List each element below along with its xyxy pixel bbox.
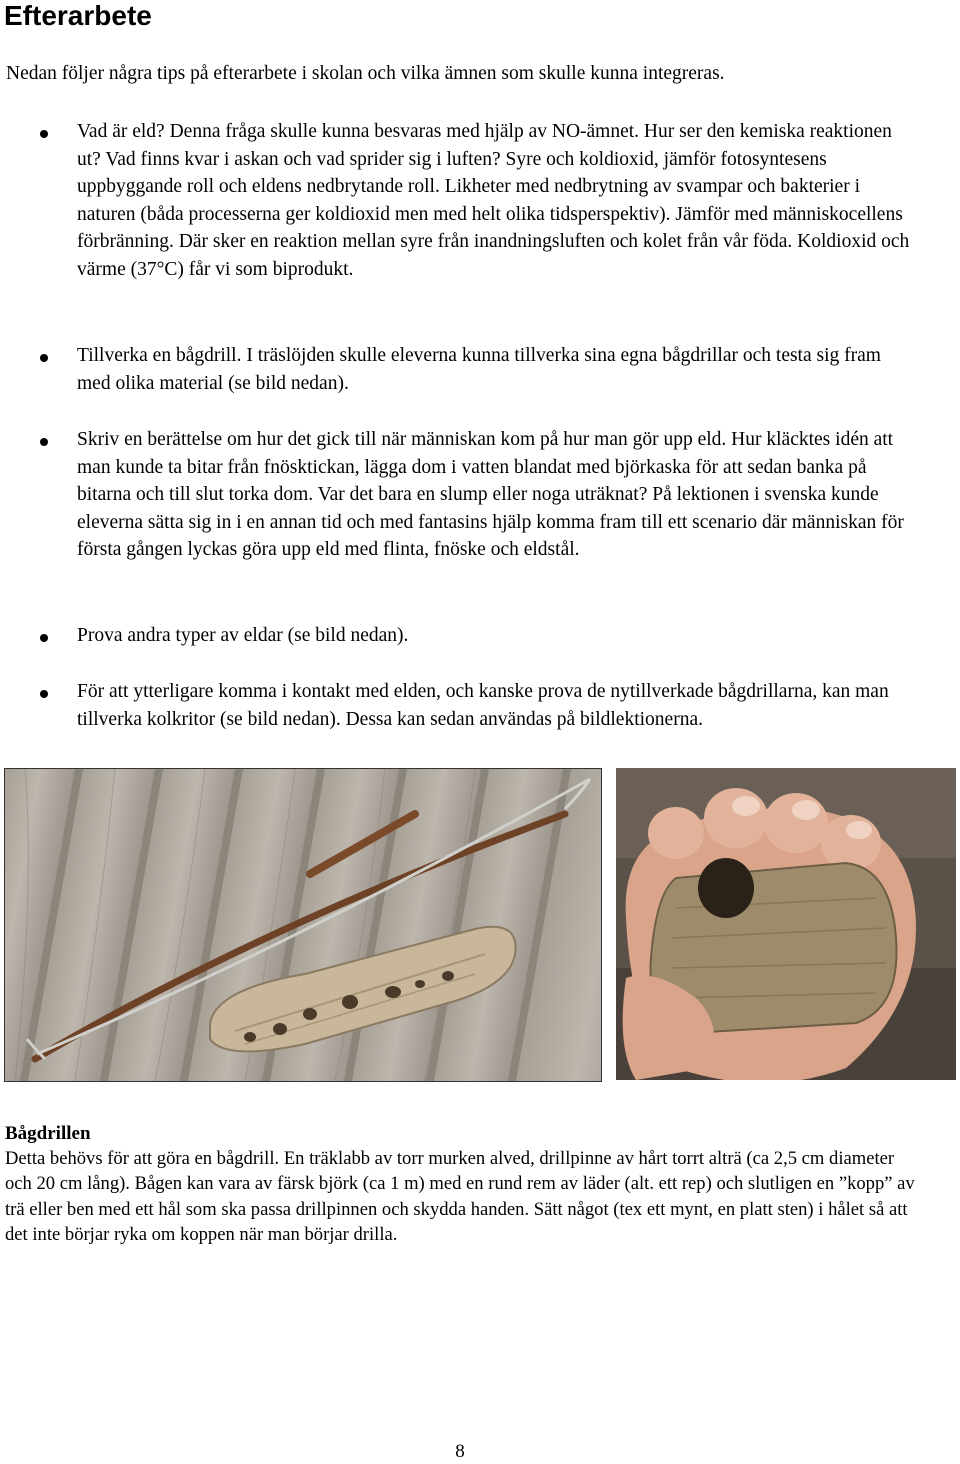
bow-drill-photo	[4, 768, 602, 1082]
list-item-text: Tillverka en bågdrill. I träslöjden skulle eleverna kunna tillverka sina egna bågdrillar och testa sig fram med olika material (se bild nedan).	[77, 345, 881, 394]
page-number: 8	[455, 1441, 465, 1462]
bullet-icon	[40, 690, 48, 698]
intro-paragraph: Nedan följer några tips på efterarbete i skolan och vilka ämnen som skulle kunna integreras.	[6, 63, 725, 84]
list-item-text: Skriv en berättelse om hur det gick till när människan kom på hur man gör upp eld. Hur kläcktes idén att man kunde ta bitar från fnösktickan, lägga dom i vatten blandat med björkaska för att sedan banka på bitarna och till slut torka dom. Var det bara en slump eller noga uträknat? På lektionen i svenska kunde eleverna sätta sig in i en annan tid och med fantasins hjälp komma fram till ett scenario där människan för första gången lyckas göra upp eld med flinta, fnöske och eldstål.	[77, 429, 904, 561]
section-title: Bågdrillen	[5, 1123, 91, 1144]
wooden-cup-photo	[616, 768, 956, 1080]
bullet-icon	[40, 438, 48, 446]
section-body: Detta behövs för att göra en bågdrill. En träklabb av torr murken alved, drillpinne av hårt torrt alträ (ca 2,5 cm diameter och 20 cm lång). Bågen kan vara av färsk björk (ca 1 m) med en rund rem av läder (alt. ett rep) och slutligen en ”kopp” av trä eller ben med ett hål som ska passa drillpinnen och skydda handen. Sätt något (tex ett mynt, en platt sten) i hålet så att det inte börjar ryka om koppen när man börjar drilla.	[5, 1148, 915, 1245]
list-item-text: Prova andra typer av eldar (se bild nedan).	[77, 625, 409, 646]
bullet-icon	[40, 130, 48, 138]
bow-drill-illustration	[5, 769, 601, 1081]
wooden-cup-illustration	[616, 768, 956, 1080]
list-item-text: Vad är eld? Denna fråga skulle kunna besvaras med hjälp av NO-ämnet. Hur ser den kemiska reaktionen ut? Vad finns kvar i askan och vad sprider sig i luften? Syre och koldioxid, jämför fotosyntesens uppbyggande roll och eldens nedbrytande roll. Likheter med nedbrytning av svampar och bakterier i naturen (båda processerna ger koldioxid men med helt olika tidsperspektiv). Jämför med människocellens förbränning. Där sker en reaktion mellan syre från inandningsluften och kolet från vår föda. Koldioxid och värme (37°C) får vi som biprodukt.	[77, 121, 910, 280]
bullet-icon	[40, 634, 48, 642]
bullet-icon	[40, 354, 48, 362]
page-heading: Efterarbete	[4, 0, 152, 31]
list-item-text: För att ytterligare komma i kontakt med elden, och kanske prova de nytillverkade bågdrillarna, kan man tillverka kolkritor (se bild nedan). Dessa kan sedan användas på bildlektionerna.	[77, 681, 889, 730]
